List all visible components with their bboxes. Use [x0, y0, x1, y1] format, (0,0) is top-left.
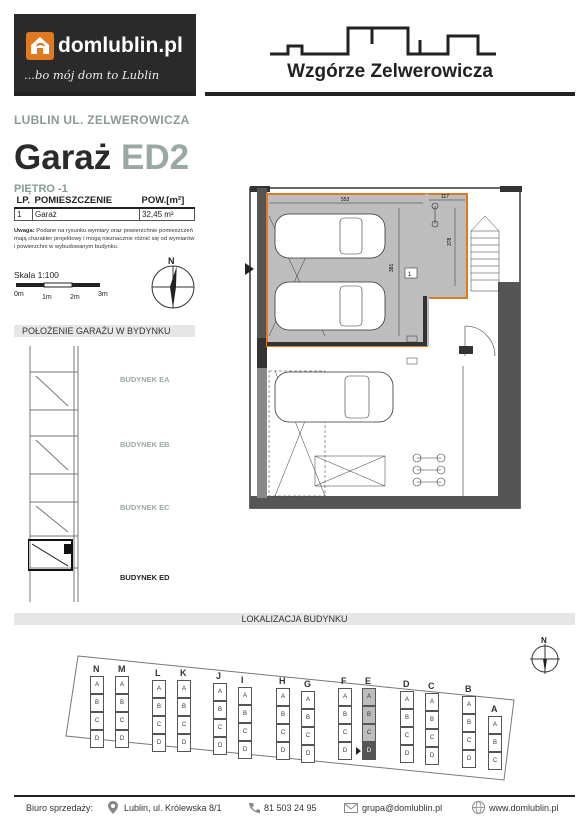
building-unit: B [362, 706, 376, 724]
building-unit: A [488, 716, 502, 734]
entry-arrow-icon [245, 263, 254, 275]
building-label: BUDYNEK EA [120, 375, 170, 384]
building-unit: D [276, 742, 290, 760]
rooms-table [14, 194, 195, 221]
site-compass-label: N [541, 636, 547, 645]
section-header-building-position: POŁOŻENIE GARAŻU W BYDYNKU [14, 325, 195, 337]
site-plan [60, 650, 530, 790]
location-pin-icon [108, 801, 118, 814]
table-row [15, 208, 195, 221]
building-group-label: H [279, 676, 286, 686]
building-group-label: C [428, 681, 435, 691]
col-header-room: POMIESZCZENIE [33, 194, 140, 208]
note-text: Podane na rysunku wymiary oraz powierzchnie pomieszczeń mają charakter projektowy i mogą nieznacznie różnić się od wymiarów i powierzchni w wybudowanym budynku. [14, 228, 195, 250]
compass-icon [150, 264, 196, 310]
building-group-label: D [403, 679, 410, 689]
building-unit: C [115, 712, 129, 730]
building-unit: A [213, 683, 227, 701]
building-unit: C [152, 716, 166, 734]
building-unit: B [462, 714, 476, 732]
building-unit: B [338, 706, 352, 724]
building-unit: B [276, 706, 290, 724]
room-number: 1 [408, 272, 412, 278]
cell-lp: 1 [15, 208, 33, 221]
footer-divider [14, 795, 575, 797]
building-group-label: E [365, 676, 372, 686]
scale-tick: 0m [14, 291, 24, 298]
globe-icon [472, 801, 485, 814]
building-label: BUDYNEK EB [120, 440, 170, 449]
building-unit: C [238, 723, 252, 741]
building-unit: B [425, 711, 439, 729]
house-icon [26, 32, 54, 60]
title-prefix: Garaż [14, 138, 112, 177]
building-group-label: I [241, 675, 244, 685]
dimension-label: 117 [441, 194, 449, 200]
project-title: Wzgórze Zelwerowicza [287, 61, 493, 82]
building-group-label: K [180, 668, 187, 678]
project-logo-skyline [268, 24, 498, 58]
building-unit: B [238, 705, 252, 723]
brand-name: domlublin.pl [58, 34, 183, 57]
building-unit: C [301, 727, 315, 745]
page-title [14, 138, 189, 178]
footer-phone-link[interactable]: 81 503 24 95 [264, 803, 317, 813]
building-unit: D [338, 742, 352, 760]
footer-address: Lublin, ul. Królewska 8/1 [124, 803, 222, 813]
building-group-label: B [465, 684, 472, 694]
sales-label: Biuro sprzedaży: [26, 803, 94, 813]
building-unit: A [425, 693, 439, 711]
brand-tagline: ...bo mój dom to Lublin [24, 68, 160, 82]
cell-area: 32,45 m² [140, 208, 195, 221]
floor-plan [245, 186, 530, 516]
col-header-lp: LP. [15, 194, 33, 208]
building-group-label: A [491, 704, 498, 714]
address: LUBLIN UL. ZELWEROWICZA [14, 113, 190, 127]
building-unit: A [338, 688, 352, 706]
building-label: BUDYNEK EC [120, 503, 170, 512]
scale-tick: 1m [42, 294, 52, 301]
building-label-active: BUDYNEK ED [120, 573, 170, 582]
building-unit: A [238, 687, 252, 705]
building-group-label: L [155, 668, 161, 678]
building-unit: A [301, 691, 315, 709]
building-unit: A [177, 680, 191, 698]
building-unit: B [177, 698, 191, 716]
building-unit: C [338, 724, 352, 742]
footer-website-link[interactable]: www.domlublin.pl [489, 803, 559, 813]
title-code: ED2 [121, 138, 190, 177]
disclaimer-note [14, 228, 195, 251]
building-unit: D [301, 745, 315, 763]
brand-logo [14, 14, 196, 92]
building-unit: B [213, 701, 227, 719]
building-unit: D [152, 734, 166, 752]
dimension-label: 553 [341, 197, 350, 203]
header-divider [205, 92, 575, 96]
building-unit: A [276, 688, 290, 706]
building-group-label: F [341, 676, 347, 686]
building-unit: D [177, 734, 191, 752]
logo-divider [14, 92, 196, 96]
building-unit: C [90, 712, 104, 730]
building-unit: B [400, 709, 414, 727]
building-group-label: J [216, 671, 222, 681]
building-unit: A [400, 691, 414, 709]
building-unit: D [115, 730, 129, 748]
scale-tick: 2m [70, 294, 80, 301]
building-unit: B [488, 734, 502, 752]
building-unit: D [238, 741, 252, 759]
email-icon [344, 803, 358, 813]
building-unit: C [400, 727, 414, 745]
building-group-label: M [118, 664, 126, 674]
building-unit: B [115, 694, 129, 712]
section-header-site-location: LOKALIZACJA BUDYNKU [14, 613, 575, 625]
site-compass-icon [530, 644, 560, 674]
building-unit: D [362, 742, 376, 760]
building-unit: C [177, 716, 191, 734]
note-label: Uwaga: [14, 228, 35, 234]
building-unit: C [425, 729, 439, 747]
cell-room: Garaż [33, 208, 140, 221]
scale-bar [14, 281, 114, 289]
building-group-label: N [93, 664, 100, 674]
phone-icon [248, 802, 260, 814]
building-unit: C [362, 724, 376, 742]
building-unit: C [488, 752, 502, 770]
compass-label: N [168, 256, 175, 266]
building-unit: B [301, 709, 315, 727]
building-unit: A [90, 676, 104, 694]
building-unit: A [362, 688, 376, 706]
building-unit: D [400, 745, 414, 763]
building-unit: B [90, 694, 104, 712]
scale-label: Skala 1:100 [14, 270, 59, 280]
building-unit: D [90, 730, 104, 748]
footer-email-link[interactable]: grupa@domlublin.pl [362, 803, 443, 813]
building-unit: D [213, 737, 227, 755]
dimension-label: 381 [389, 263, 395, 272]
building-section-diagram [28, 346, 80, 604]
col-header-area: POW.[m²] [140, 194, 195, 208]
building-group-label: G [304, 679, 312, 689]
building-unit: C [462, 732, 476, 750]
building-unit: A [152, 680, 166, 698]
scale-tick: 3m [98, 291, 108, 298]
dimension-label: 378 [447, 237, 453, 246]
active-unit-arrow-icon [356, 747, 361, 755]
floor-label: PIĘTRO -1 [14, 183, 68, 195]
building-unit: C [276, 724, 290, 742]
building-unit: D [425, 747, 439, 765]
building-unit: A [462, 696, 476, 714]
building-unit: D [462, 750, 476, 768]
building-unit: B [152, 698, 166, 716]
building-unit: A [115, 676, 129, 694]
building-unit: C [213, 719, 227, 737]
